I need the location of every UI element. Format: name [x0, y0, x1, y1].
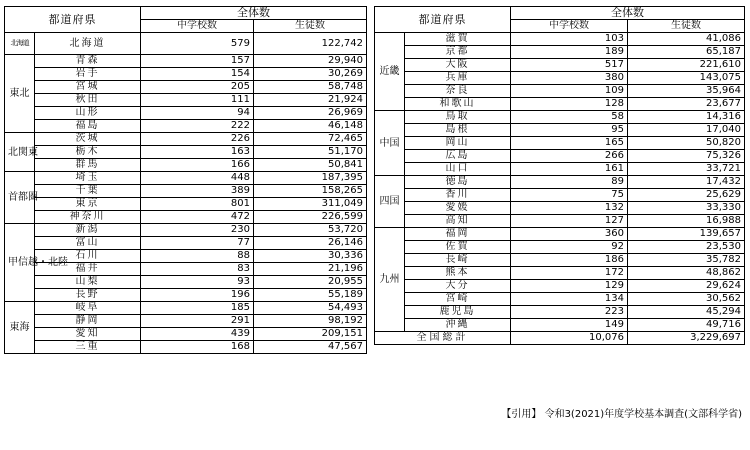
table-row	[375, 189, 745, 202]
students-cell: 65,187	[628, 46, 745, 59]
prefecture-cell: 愛媛	[405, 202, 511, 215]
prefecture-cell: 京都	[405, 46, 511, 59]
prefecture-cell: 静岡	[35, 315, 141, 328]
prefecture-cell: 三重	[35, 341, 141, 354]
students-cell: 45,294	[628, 306, 745, 319]
schools-cell: 134	[511, 293, 628, 306]
left-table-body	[5, 33, 367, 354]
prefecture-cell: 山形	[35, 107, 141, 120]
table-row	[5, 276, 367, 289]
schools-cell: 127	[511, 215, 628, 228]
students-cell: 30,562	[628, 293, 745, 306]
prefecture-cell: 栃木	[35, 146, 141, 159]
total-row	[375, 332, 745, 345]
schools-cell: 75	[511, 189, 628, 202]
prefecture-cell: 高知	[405, 215, 511, 228]
prefecture-cell: 徳島	[405, 176, 511, 189]
table-row	[5, 146, 367, 159]
prefecture-cell: 東京	[35, 198, 141, 211]
header-total: 全体数	[141, 7, 367, 20]
schools-cell: 103	[511, 33, 628, 46]
students-cell: 49,716	[628, 319, 745, 332]
students-cell: 17,040	[628, 124, 745, 137]
table-row	[5, 237, 367, 250]
prefecture-cell: 岩手	[35, 68, 141, 81]
schools-cell: 448	[141, 172, 254, 185]
total-schools: 10,076	[511, 332, 628, 345]
region-cell: 首都圏	[5, 172, 35, 224]
schools-cell: 129	[511, 280, 628, 293]
students-cell: 98,192	[254, 315, 367, 328]
students-cell: 16,988	[628, 215, 745, 228]
schools-cell: 291	[141, 315, 254, 328]
region-cell: 甲信越・北陸	[5, 224, 35, 302]
prefecture-cell: 岡山	[405, 137, 511, 150]
prefecture-cell: 長野	[35, 289, 141, 302]
table-row	[375, 98, 745, 111]
table-row	[5, 341, 367, 354]
prefecture-cell: 香川	[405, 189, 511, 202]
schools-cell: 58	[511, 111, 628, 124]
students-cell: 53,720	[254, 224, 367, 237]
students-cell: 41,086	[628, 33, 745, 46]
source-note: 【引用】 令和3(2021)年度学校基本調査(文部科学省)	[501, 409, 742, 420]
table-row	[375, 267, 745, 280]
region-cell: 四国	[375, 176, 405, 228]
prefecture-cell: 青森	[35, 55, 141, 68]
table-row	[5, 211, 367, 224]
students-cell: 58,748	[254, 81, 367, 94]
schools-cell: 93	[141, 276, 254, 289]
students-cell: 158,265	[254, 185, 367, 198]
students-cell: 35,964	[628, 85, 745, 98]
table-row	[375, 176, 745, 189]
right-table	[374, 6, 745, 345]
table-row	[375, 46, 745, 59]
students-cell: 26,146	[254, 237, 367, 250]
students-cell: 55,189	[254, 289, 367, 302]
schools-cell: 94	[141, 107, 254, 120]
schools-cell: 226	[141, 133, 254, 146]
students-cell: 21,196	[254, 263, 367, 276]
prefecture-cell: 群馬	[35, 159, 141, 172]
prefecture-cell: 鳥取	[405, 111, 511, 124]
students-cell: 30,336	[254, 250, 367, 263]
schools-cell: 472	[141, 211, 254, 224]
schools-cell: 439	[141, 328, 254, 341]
students-cell: 48,862	[628, 267, 745, 280]
table-row	[375, 163, 745, 176]
header-prefecture: 都道府県	[5, 7, 141, 33]
students-cell: 46,148	[254, 120, 367, 133]
schools-cell: 189	[511, 46, 628, 59]
region-cell: 東海	[5, 302, 35, 354]
region-cell: 中国	[375, 111, 405, 176]
region-cell: 北海道	[5, 33, 35, 55]
header-prefecture: 都道府県	[375, 7, 511, 33]
table-row	[5, 81, 367, 94]
header-schools: 中学校数	[511, 20, 628, 33]
region-cell: 近畿	[375, 33, 405, 111]
prefecture-cell: 和歌山	[405, 98, 511, 111]
students-cell: 122,742	[254, 33, 367, 55]
schools-cell: 172	[511, 267, 628, 280]
prefecture-cell: 北海道	[35, 33, 141, 55]
prefecture-cell: 富山	[35, 237, 141, 250]
schools-cell: 168	[141, 341, 254, 354]
schools-cell: 380	[511, 72, 628, 85]
prefecture-cell: 山梨	[35, 276, 141, 289]
schools-cell: 128	[511, 98, 628, 111]
table-row	[5, 328, 367, 341]
table-row	[5, 289, 367, 302]
students-cell: 30,269	[254, 68, 367, 81]
prefecture-cell: 秋田	[35, 94, 141, 107]
prefecture-cell: 岐阜	[35, 302, 141, 315]
students-cell: 221,610	[628, 59, 745, 72]
table-row	[375, 137, 745, 150]
prefecture-cell: 福井	[35, 263, 141, 276]
students-cell: 20,955	[254, 276, 367, 289]
schools-cell: 161	[511, 163, 628, 176]
region-cell: 東北	[5, 55, 35, 133]
table-row	[5, 159, 367, 172]
students-cell: 33,330	[628, 202, 745, 215]
left-table	[4, 6, 367, 354]
table-row	[375, 59, 745, 72]
schools-cell: 360	[511, 228, 628, 241]
table-row	[5, 120, 367, 133]
schools-cell: 166	[141, 159, 254, 172]
prefecture-cell: 鹿児島	[405, 306, 511, 319]
students-cell: 54,493	[254, 302, 367, 315]
schools-cell: 389	[141, 185, 254, 198]
students-cell: 47,567	[254, 341, 367, 354]
schools-cell: 77	[141, 237, 254, 250]
total-students: 3,229,697	[628, 332, 745, 345]
students-cell: 23,677	[628, 98, 745, 111]
prefecture-cell: 沖縄	[405, 319, 511, 332]
table-row	[5, 172, 367, 185]
header-students: 生徒数	[254, 20, 367, 33]
table-row	[375, 241, 745, 254]
students-cell: 75,326	[628, 150, 745, 163]
schools-cell: 230	[141, 224, 254, 237]
table-row	[5, 68, 367, 81]
prefecture-cell: 福岡	[405, 228, 511, 241]
prefecture-cell: 石川	[35, 250, 141, 263]
table-row	[375, 150, 745, 163]
schools-cell: 132	[511, 202, 628, 215]
prefecture-cell: 宮崎	[405, 293, 511, 306]
schools-cell: 89	[511, 176, 628, 189]
table-row	[5, 55, 367, 68]
prefecture-cell: 宮城	[35, 81, 141, 94]
students-cell: 209,151	[254, 328, 367, 341]
prefecture-cell: 愛知	[35, 328, 141, 341]
prefecture-cell: 新潟	[35, 224, 141, 237]
prefecture-cell: 山口	[405, 163, 511, 176]
table-row	[5, 315, 367, 328]
table-row	[375, 72, 745, 85]
table-row	[5, 185, 367, 198]
table-row	[375, 85, 745, 98]
table-row	[375, 306, 745, 319]
schools-cell: 205	[141, 81, 254, 94]
prefecture-cell: 熊本	[405, 267, 511, 280]
schools-cell: 154	[141, 68, 254, 81]
students-cell: 50,841	[254, 159, 367, 172]
table-row	[375, 111, 745, 124]
students-cell: 139,657	[628, 228, 745, 241]
schools-cell: 83	[141, 263, 254, 276]
prefecture-cell: 兵庫	[405, 72, 511, 85]
prefecture-cell: 大阪	[405, 59, 511, 72]
students-cell: 14,316	[628, 111, 745, 124]
schools-cell: 266	[511, 150, 628, 163]
schools-cell: 157	[141, 55, 254, 68]
students-cell: 33,721	[628, 163, 745, 176]
table-row	[5, 33, 367, 55]
table-row	[5, 133, 367, 146]
students-cell: 17,432	[628, 176, 745, 189]
schools-cell: 92	[511, 241, 628, 254]
students-cell: 23,530	[628, 241, 745, 254]
students-cell: 35,782	[628, 254, 745, 267]
table-row	[375, 254, 745, 267]
students-cell: 50,820	[628, 137, 745, 150]
header-schools: 中学校数	[141, 20, 254, 33]
schools-cell: 517	[511, 59, 628, 72]
prefecture-cell: 佐賀	[405, 241, 511, 254]
students-cell: 29,940	[254, 55, 367, 68]
schools-cell: 801	[141, 198, 254, 211]
students-cell: 21,924	[254, 94, 367, 107]
prefecture-cell: 福島	[35, 120, 141, 133]
header-students: 生徒数	[628, 20, 745, 33]
total-label: 全国総計	[375, 332, 511, 345]
prefecture-cell: 島根	[405, 124, 511, 137]
schools-cell: 579	[141, 33, 254, 55]
table-row	[375, 228, 745, 241]
prefecture-cell: 千葉	[35, 185, 141, 198]
students-cell: 51,170	[254, 146, 367, 159]
table-row	[375, 215, 745, 228]
students-cell: 226,599	[254, 211, 367, 224]
schools-cell: 185	[141, 302, 254, 315]
prefecture-cell: 広島	[405, 150, 511, 163]
table-row	[375, 33, 745, 46]
prefecture-cell: 奈良	[405, 85, 511, 98]
schools-cell: 149	[511, 319, 628, 332]
students-cell: 72,465	[254, 133, 367, 146]
students-cell: 26,969	[254, 107, 367, 120]
schools-cell: 95	[511, 124, 628, 137]
students-cell: 187,395	[254, 172, 367, 185]
students-cell: 311,049	[254, 198, 367, 211]
schools-cell: 163	[141, 146, 254, 159]
region-cell: 九州	[375, 228, 405, 332]
table-row	[375, 202, 745, 215]
students-cell: 143,075	[628, 72, 745, 85]
schools-cell: 196	[141, 289, 254, 302]
prefecture-cell: 神奈川	[35, 211, 141, 224]
students-cell: 25,629	[628, 189, 745, 202]
table-row	[5, 224, 367, 237]
table-row	[375, 280, 745, 293]
table-row	[5, 198, 367, 211]
table-row	[375, 319, 745, 332]
prefecture-cell: 茨城	[35, 133, 141, 146]
prefecture-cell: 埼玉	[35, 172, 141, 185]
table-row	[5, 302, 367, 315]
region-cell: 北関東	[5, 133, 35, 172]
table-row	[5, 94, 367, 107]
schools-cell: 111	[141, 94, 254, 107]
schools-cell: 88	[141, 250, 254, 263]
students-cell: 29,624	[628, 280, 745, 293]
prefecture-cell: 長崎	[405, 254, 511, 267]
table-row	[5, 107, 367, 120]
table-row	[375, 293, 745, 306]
header-total: 全体数	[511, 7, 745, 20]
table-row	[375, 124, 745, 137]
schools-cell: 109	[511, 85, 628, 98]
prefecture-cell: 大分	[405, 280, 511, 293]
schools-cell: 165	[511, 137, 628, 150]
right-table-body	[375, 33, 745, 332]
prefecture-cell: 滋賀	[405, 33, 511, 46]
schools-cell: 186	[511, 254, 628, 267]
schools-cell: 222	[141, 120, 254, 133]
schools-cell: 223	[511, 306, 628, 319]
